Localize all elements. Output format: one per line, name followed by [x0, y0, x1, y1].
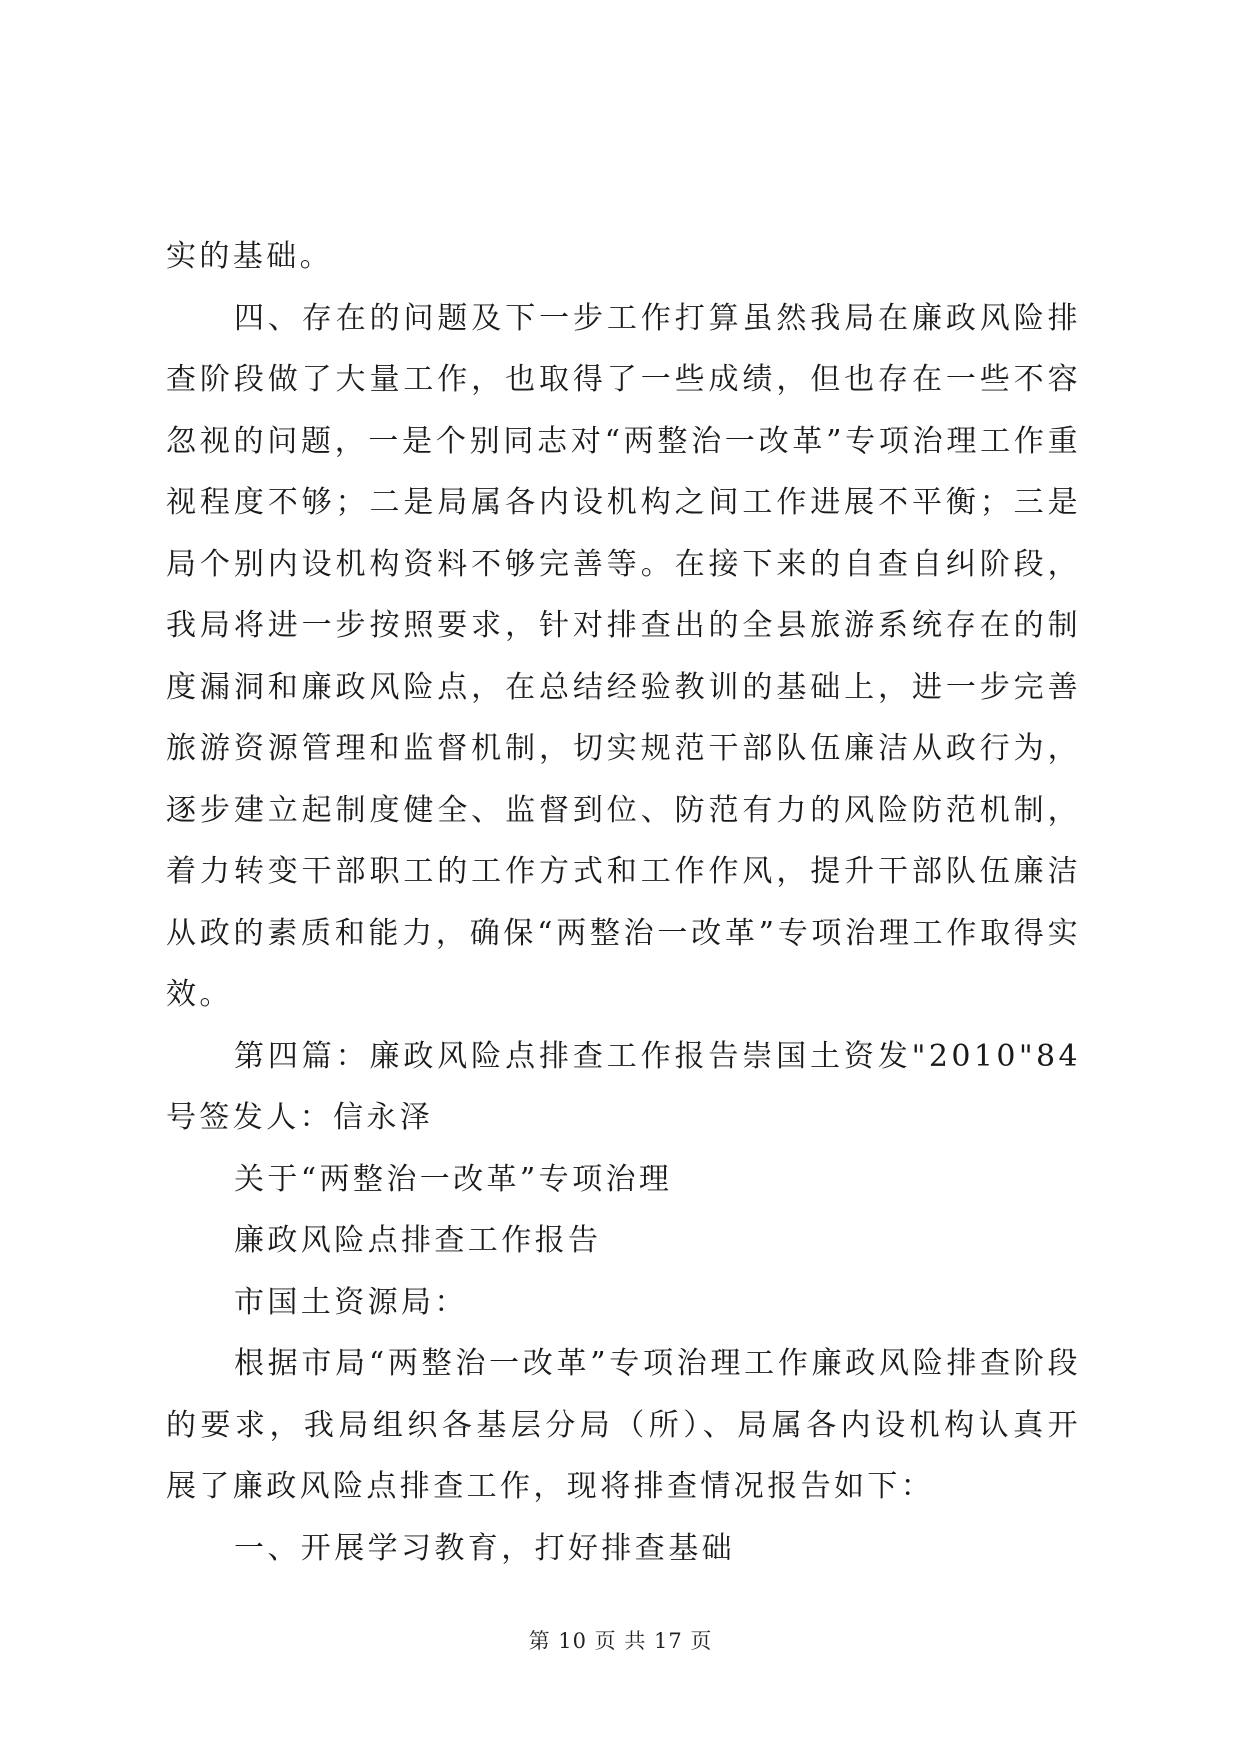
section-heading-one: 一、开展学习教育，打好排查基础	[234, 1530, 735, 1566]
page-footer: 第 10 页 共 17 页	[528, 1629, 713, 1653]
document-body	[166, 226, 1081, 1579]
paragraph-problems-and-plans: 四、存在的问题及下一步工作打算虽然我局在廉政风险排查阶段做了大量工作，也取得了一些成绩，但也存在一些不容忽视的问题，一是个别同志对“两整治一改革”专项治理工作重视程度不够；二是局属各内设机构之间工作进展不平衡；三是局个别内设机构资料不够完善等。在接下来的自查自纠阶段，我局将进一步按照要求，针对排查出的全县旅游系统存在的制度漏洞和廉政风险点，在总结经验教训的基础上，进一步完善旅游资源管理和监督机制，切实规范干部队伍廉洁从政行为，逐步建立起制度健全、监督到位、防范有力的风险防范机制，着力转变干部职工的工作方式和工作作风，提升干部队伍廉洁从政的素质和能力，确保“两整治一改革”专项治理工作取得实效。	[166, 300, 1081, 1012]
paragraph-fourth-article-header: 第四篇：廉政风险点排查工作报告崇国土资发"2010"84号签发人：信永泽	[166, 1038, 1081, 1135]
report-title-line-1: 关于“两整治一改革”专项治理	[234, 1161, 673, 1197]
paragraph-introduction: 根据市局“两整治一改革”专项治理工作廉政风险排查阶段的要求，我局组织各基层分局（所）、局属各内设机构认真开展了廉政风险点排查工作，现将排查情况报告如下：	[166, 1346, 1081, 1504]
report-recipient: 市国土资源局：	[234, 1284, 468, 1320]
paragraph-continuation: 实的基础。	[166, 239, 333, 274]
report-title-line-2: 廉政风险点排查工作报告	[234, 1223, 602, 1258]
